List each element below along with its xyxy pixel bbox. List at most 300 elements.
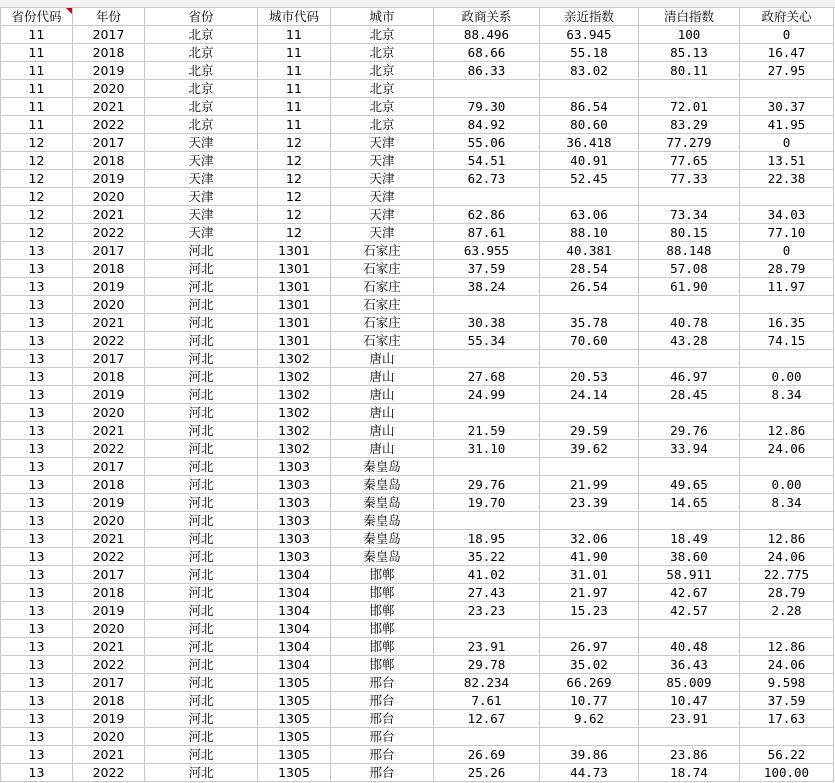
cell-gov-concern[interactable]: 12.86 — [740, 530, 834, 548]
cell-closeness-index[interactable]: 52.45 — [540, 170, 639, 188]
cell-province[interactable]: 河北 — [145, 368, 258, 386]
cell-province[interactable]: 天津 — [145, 206, 258, 224]
cell-province[interactable]: 河北 — [145, 584, 258, 602]
cell-closeness-index[interactable]: 40.91 — [540, 152, 639, 170]
cell-province[interactable]: 河北 — [145, 296, 258, 314]
cell-gov-business-relation[interactable]: 23.23 — [434, 602, 540, 620]
cell-closeness-index[interactable]: 21.97 — [540, 584, 639, 602]
cell-closeness-index[interactable] — [540, 512, 639, 530]
cell-city-code[interactable]: 1305 — [258, 674, 331, 692]
cell-gov-concern[interactable] — [740, 458, 834, 476]
cell-integrity-index[interactable] — [639, 458, 740, 476]
cell-province[interactable]: 河北 — [145, 602, 258, 620]
cell-closeness-index[interactable]: 28.54 — [540, 260, 639, 278]
cell-year[interactable]: 2020 — [73, 728, 145, 746]
cell-year[interactable]: 2021 — [73, 314, 145, 332]
cell-city[interactable]: 秦皇岛 — [331, 530, 434, 548]
cell-city[interactable]: 唐山 — [331, 440, 434, 458]
cell-province[interactable]: 北京 — [145, 44, 258, 62]
cell-city[interactable]: 唐山 — [331, 404, 434, 422]
cell-integrity-index[interactable]: 73.34 — [639, 206, 740, 224]
cell-province-code[interactable]: 13 — [1, 638, 73, 656]
cell-gov-business-relation[interactable] — [434, 458, 540, 476]
cell-province-code[interactable]: 11 — [1, 44, 73, 62]
cell-gov-business-relation[interactable]: 41.02 — [434, 566, 540, 584]
cell-province-code[interactable]: 11 — [1, 62, 73, 80]
cell-closeness-index[interactable]: 40.381 — [540, 242, 639, 260]
cell-city-code[interactable]: 1302 — [258, 422, 331, 440]
cell-province[interactable]: 河北 — [145, 476, 258, 494]
cell-closeness-index[interactable]: 70.60 — [540, 332, 639, 350]
cell-gov-concern[interactable]: 100.00 — [740, 764, 834, 782]
header-cell-gov-concern[interactable]: 政府关心 — [740, 8, 834, 26]
cell-integrity-index[interactable] — [639, 728, 740, 746]
cell-integrity-index[interactable]: 61.90 — [639, 278, 740, 296]
cell-year[interactable]: 2019 — [73, 62, 145, 80]
cell-closeness-index[interactable]: 15.23 — [540, 602, 639, 620]
cell-province-code[interactable]: 11 — [1, 80, 73, 98]
cell-city-code[interactable]: 1302 — [258, 386, 331, 404]
cell-province-code[interactable]: 12 — [1, 170, 73, 188]
cell-city-code[interactable]: 1304 — [258, 638, 331, 656]
cell-gov-business-relation[interactable] — [434, 350, 540, 368]
cell-gov-business-relation[interactable]: 30.38 — [434, 314, 540, 332]
cell-province-code[interactable]: 13 — [1, 656, 73, 674]
cell-city-code[interactable]: 11 — [258, 116, 331, 134]
cell-gov-business-relation[interactable] — [434, 80, 540, 98]
cell-city[interactable]: 北京 — [331, 98, 434, 116]
cell-closeness-index[interactable]: 23.39 — [540, 494, 639, 512]
cell-gov-concern[interactable]: 30.37 — [740, 98, 834, 116]
cell-gov-business-relation[interactable]: 79.30 — [434, 98, 540, 116]
cell-province[interactable]: 河北 — [145, 242, 258, 260]
cell-city[interactable]: 天津 — [331, 152, 434, 170]
cell-gov-concern[interactable]: 27.95 — [740, 62, 834, 80]
cell-city[interactable]: 邢台 — [331, 710, 434, 728]
cell-city-code[interactable]: 1303 — [258, 548, 331, 566]
cell-gov-business-relation[interactable] — [434, 512, 540, 530]
cell-integrity-index[interactable]: 85.13 — [639, 44, 740, 62]
cell-city[interactable]: 邯郸 — [331, 620, 434, 638]
cell-city-code[interactable]: 1305 — [258, 692, 331, 710]
cell-province-code[interactable]: 13 — [1, 476, 73, 494]
cell-gov-concern[interactable]: 0.00 — [740, 476, 834, 494]
cell-integrity-index[interactable]: 42.67 — [639, 584, 740, 602]
cell-gov-business-relation[interactable]: 38.24 — [434, 278, 540, 296]
cell-year[interactable]: 2022 — [73, 764, 145, 782]
cell-closeness-index[interactable]: 63.06 — [540, 206, 639, 224]
cell-city-code[interactable]: 12 — [258, 152, 331, 170]
comment-marker-icon[interactable] — [66, 8, 72, 14]
cell-gov-concern[interactable] — [740, 188, 834, 206]
cell-province-code[interactable]: 11 — [1, 116, 73, 134]
cell-closeness-index[interactable]: 29.59 — [540, 422, 639, 440]
cell-city[interactable]: 天津 — [331, 170, 434, 188]
cell-closeness-index[interactable]: 35.02 — [540, 656, 639, 674]
cell-province-code[interactable]: 13 — [1, 260, 73, 278]
cell-city[interactable]: 石家庄 — [331, 314, 434, 332]
cell-city-code[interactable]: 1303 — [258, 512, 331, 530]
cell-year[interactable]: 2021 — [73, 638, 145, 656]
cell-city-code[interactable]: 1304 — [258, 620, 331, 638]
cell-province[interactable]: 河北 — [145, 728, 258, 746]
cell-gov-concern[interactable]: 28.79 — [740, 260, 834, 278]
cell-year[interactable]: 2020 — [73, 188, 145, 206]
cell-city[interactable]: 石家庄 — [331, 296, 434, 314]
cell-city[interactable]: 天津 — [331, 206, 434, 224]
cell-city-code[interactable]: 11 — [258, 98, 331, 116]
cell-gov-concern[interactable]: 12.86 — [740, 422, 834, 440]
cell-year[interactable]: 2018 — [73, 260, 145, 278]
cell-closeness-index[interactable]: 39.86 — [540, 746, 639, 764]
cell-integrity-index[interactable]: 83.29 — [639, 116, 740, 134]
cell-gov-business-relation[interactable]: 87.61 — [434, 224, 540, 242]
cell-gov-business-relation[interactable]: 29.76 — [434, 476, 540, 494]
cell-closeness-index[interactable]: 35.78 — [540, 314, 639, 332]
cell-year[interactable]: 2020 — [73, 80, 145, 98]
cell-province-code[interactable]: 13 — [1, 692, 73, 710]
cell-gov-concern[interactable]: 0 — [740, 134, 834, 152]
cell-gov-business-relation[interactable]: 62.86 — [434, 206, 540, 224]
cell-city-code[interactable]: 1302 — [258, 368, 331, 386]
cell-gov-business-relation[interactable]: 26.69 — [434, 746, 540, 764]
header-cell-city-code[interactable]: 城市代码 — [258, 8, 331, 26]
cell-gov-business-relation[interactable] — [434, 728, 540, 746]
cell-province[interactable]: 河北 — [145, 458, 258, 476]
cell-city[interactable]: 秦皇岛 — [331, 476, 434, 494]
cell-province[interactable]: 天津 — [145, 134, 258, 152]
cell-gov-business-relation[interactable]: 18.95 — [434, 530, 540, 548]
cell-integrity-index[interactable] — [639, 296, 740, 314]
cell-closeness-index[interactable]: 36.418 — [540, 134, 639, 152]
cell-province-code[interactable]: 13 — [1, 314, 73, 332]
cell-year[interactable]: 2020 — [73, 404, 145, 422]
cell-closeness-index[interactable]: 55.18 — [540, 44, 639, 62]
cell-province-code[interactable]: 13 — [1, 674, 73, 692]
cell-city[interactable]: 邯郸 — [331, 566, 434, 584]
cell-city[interactable]: 邯郸 — [331, 602, 434, 620]
cell-integrity-index[interactable] — [639, 80, 740, 98]
cell-province-code[interactable]: 13 — [1, 440, 73, 458]
cell-province-code[interactable]: 13 — [1, 710, 73, 728]
cell-integrity-index[interactable]: 88.148 — [639, 242, 740, 260]
cell-year[interactable]: 2018 — [73, 692, 145, 710]
cell-province-code[interactable]: 13 — [1, 584, 73, 602]
cell-closeness-index[interactable] — [540, 404, 639, 422]
cell-integrity-index[interactable]: 80.15 — [639, 224, 740, 242]
cell-gov-business-relation[interactable] — [434, 404, 540, 422]
cell-gov-concern[interactable]: 77.10 — [740, 224, 834, 242]
cell-gov-concern[interactable] — [740, 80, 834, 98]
cell-integrity-index[interactable]: 77.65 — [639, 152, 740, 170]
cell-closeness-index[interactable]: 32.06 — [540, 530, 639, 548]
cell-year[interactable]: 2020 — [73, 512, 145, 530]
cell-gov-concern[interactable]: 24.06 — [740, 548, 834, 566]
cell-province[interactable]: 天津 — [145, 152, 258, 170]
cell-province-code[interactable]: 13 — [1, 368, 73, 386]
cell-year[interactable]: 2021 — [73, 422, 145, 440]
cell-year[interactable]: 2019 — [73, 710, 145, 728]
cell-province[interactable]: 北京 — [145, 98, 258, 116]
cell-gov-concern[interactable]: 9.598 — [740, 674, 834, 692]
cell-integrity-index[interactable]: 85.009 — [639, 674, 740, 692]
cell-province-code[interactable]: 11 — [1, 26, 73, 44]
cell-integrity-index[interactable]: 57.08 — [639, 260, 740, 278]
cell-province-code[interactable]: 13 — [1, 602, 73, 620]
cell-province-code[interactable]: 12 — [1, 224, 73, 242]
cell-integrity-index[interactable]: 100 — [639, 26, 740, 44]
cell-province[interactable]: 河北 — [145, 764, 258, 782]
cell-province[interactable]: 河北 — [145, 566, 258, 584]
cell-city-code[interactable]: 1303 — [258, 458, 331, 476]
cell-gov-business-relation[interactable]: 19.70 — [434, 494, 540, 512]
cell-city[interactable]: 石家庄 — [331, 332, 434, 350]
cell-closeness-index[interactable]: 9.62 — [540, 710, 639, 728]
cell-province[interactable]: 河北 — [145, 314, 258, 332]
cell-integrity-index[interactable]: 46.97 — [639, 368, 740, 386]
cell-province[interactable]: 河北 — [145, 746, 258, 764]
cell-gov-business-relation[interactable]: 24.99 — [434, 386, 540, 404]
cell-city[interactable]: 北京 — [331, 80, 434, 98]
cell-gov-business-relation[interactable]: 54.51 — [434, 152, 540, 170]
cell-year[interactable]: 2020 — [73, 620, 145, 638]
cell-year[interactable]: 2018 — [73, 152, 145, 170]
cell-city[interactable]: 唐山 — [331, 368, 434, 386]
cell-integrity-index[interactable] — [639, 512, 740, 530]
cell-year[interactable]: 2019 — [73, 170, 145, 188]
cell-city[interactable]: 秦皇岛 — [331, 548, 434, 566]
cell-integrity-index[interactable]: 38.60 — [639, 548, 740, 566]
cell-year[interactable]: 2021 — [73, 206, 145, 224]
header-cell-integrity-index[interactable]: 清白指数 — [639, 8, 740, 26]
cell-province[interactable]: 河北 — [145, 440, 258, 458]
cell-closeness-index[interactable] — [540, 80, 639, 98]
cell-year[interactable]: 2022 — [73, 116, 145, 134]
cell-province-code[interactable]: 13 — [1, 458, 73, 476]
cell-closeness-index[interactable]: 31.01 — [540, 566, 639, 584]
cell-city-code[interactable]: 1302 — [258, 350, 331, 368]
cell-gov-business-relation[interactable]: 7.61 — [434, 692, 540, 710]
cell-closeness-index[interactable] — [540, 728, 639, 746]
cell-city-code[interactable]: 1305 — [258, 746, 331, 764]
cell-closeness-index[interactable] — [540, 296, 639, 314]
cell-closeness-index[interactable]: 83.02 — [540, 62, 639, 80]
cell-province-code[interactable]: 13 — [1, 404, 73, 422]
cell-city[interactable]: 秦皇岛 — [331, 512, 434, 530]
cell-year[interactable]: 2021 — [73, 98, 145, 116]
cell-gov-concern[interactable]: 34.03 — [740, 206, 834, 224]
cell-city-code[interactable]: 11 — [258, 26, 331, 44]
cell-integrity-index[interactable]: 18.74 — [639, 764, 740, 782]
cell-city[interactable]: 天津 — [331, 188, 434, 206]
cell-gov-business-relation[interactable]: 68.66 — [434, 44, 540, 62]
cell-year[interactable]: 2022 — [73, 656, 145, 674]
cell-closeness-index[interactable]: 88.10 — [540, 224, 639, 242]
cell-closeness-index[interactable] — [540, 350, 639, 368]
cell-closeness-index[interactable]: 10.77 — [540, 692, 639, 710]
cell-integrity-index[interactable]: 49.65 — [639, 476, 740, 494]
cell-city-code[interactable]: 1305 — [258, 764, 331, 782]
cell-year[interactable]: 2017 — [73, 674, 145, 692]
cell-city-code[interactable]: 1304 — [258, 584, 331, 602]
cell-gov-concern[interactable]: 41.95 — [740, 116, 834, 134]
cell-integrity-index[interactable]: 40.48 — [639, 638, 740, 656]
cell-gov-business-relation[interactable]: 12.67 — [434, 710, 540, 728]
cell-province-code[interactable]: 13 — [1, 494, 73, 512]
cell-province-code[interactable]: 12 — [1, 188, 73, 206]
cell-city[interactable]: 北京 — [331, 116, 434, 134]
cell-gov-business-relation[interactable]: 31.10 — [434, 440, 540, 458]
cell-closeness-index[interactable]: 80.60 — [540, 116, 639, 134]
cell-province[interactable]: 河北 — [145, 260, 258, 278]
cell-city-code[interactable]: 1304 — [258, 602, 331, 620]
cell-city[interactable]: 北京 — [331, 26, 434, 44]
cell-integrity-index[interactable] — [639, 620, 740, 638]
cell-gov-business-relation[interactable]: 84.92 — [434, 116, 540, 134]
cell-closeness-index[interactable]: 20.53 — [540, 368, 639, 386]
cell-province[interactable]: 河北 — [145, 530, 258, 548]
cell-year[interactable]: 2019 — [73, 602, 145, 620]
cell-province-code[interactable]: 13 — [1, 332, 73, 350]
cell-province[interactable]: 北京 — [145, 80, 258, 98]
cell-gov-concern[interactable]: 0 — [740, 242, 834, 260]
cell-integrity-index[interactable]: 23.86 — [639, 746, 740, 764]
cell-closeness-index[interactable] — [540, 188, 639, 206]
cell-city[interactable]: 石家庄 — [331, 242, 434, 260]
cell-city-code[interactable]: 1301 — [258, 242, 331, 260]
cell-province[interactable]: 河北 — [145, 278, 258, 296]
cell-integrity-index[interactable]: 42.57 — [639, 602, 740, 620]
cell-gov-concern[interactable] — [740, 296, 834, 314]
cell-gov-concern[interactable]: 0 — [740, 26, 834, 44]
cell-integrity-index[interactable]: 80.11 — [639, 62, 740, 80]
cell-closeness-index[interactable]: 44.73 — [540, 764, 639, 782]
cell-province[interactable]: 河北 — [145, 656, 258, 674]
cell-province-code[interactable]: 13 — [1, 422, 73, 440]
cell-city-code[interactable]: 1301 — [258, 260, 331, 278]
cell-gov-business-relation[interactable]: 88.496 — [434, 26, 540, 44]
cell-province-code[interactable]: 13 — [1, 764, 73, 782]
cell-province-code[interactable]: 13 — [1, 746, 73, 764]
cell-city-code[interactable]: 12 — [258, 188, 331, 206]
cell-city[interactable]: 天津 — [331, 134, 434, 152]
cell-city[interactable]: 邯郸 — [331, 656, 434, 674]
cell-integrity-index[interactable]: 72.01 — [639, 98, 740, 116]
cell-province-code[interactable]: 12 — [1, 206, 73, 224]
cell-city[interactable]: 唐山 — [331, 386, 434, 404]
cell-city-code[interactable]: 11 — [258, 80, 331, 98]
cell-province-code[interactable]: 13 — [1, 728, 73, 746]
cell-integrity-index[interactable] — [639, 404, 740, 422]
cell-year[interactable]: 2018 — [73, 476, 145, 494]
cell-city-code[interactable]: 11 — [258, 62, 331, 80]
cell-closeness-index[interactable]: 41.90 — [540, 548, 639, 566]
cell-city[interactable]: 邯郸 — [331, 584, 434, 602]
cell-province[interactable]: 河北 — [145, 710, 258, 728]
cell-city-code[interactable]: 1301 — [258, 314, 331, 332]
cell-closeness-index[interactable]: 26.54 — [540, 278, 639, 296]
cell-integrity-index[interactable]: 18.49 — [639, 530, 740, 548]
cell-year[interactable]: 2019 — [73, 386, 145, 404]
cell-year[interactable]: 2017 — [73, 458, 145, 476]
cell-province[interactable]: 天津 — [145, 188, 258, 206]
cell-province-code[interactable]: 12 — [1, 134, 73, 152]
cell-city[interactable]: 石家庄 — [331, 278, 434, 296]
cell-gov-business-relation[interactable]: 35.22 — [434, 548, 540, 566]
cell-closeness-index[interactable]: 39.62 — [540, 440, 639, 458]
cell-integrity-index[interactable]: 14.65 — [639, 494, 740, 512]
cell-gov-concern[interactable]: 22.775 — [740, 566, 834, 584]
cell-year[interactable]: 2021 — [73, 530, 145, 548]
cell-gov-business-relation[interactable]: 25.26 — [434, 764, 540, 782]
header-cell-gov-business-relation[interactable]: 政商关系 — [434, 8, 540, 26]
cell-city[interactable]: 北京 — [331, 44, 434, 62]
cell-province-code[interactable]: 13 — [1, 386, 73, 404]
cell-gov-business-relation[interactable]: 37.59 — [434, 260, 540, 278]
cell-province[interactable]: 河北 — [145, 332, 258, 350]
cell-city-code[interactable]: 1303 — [258, 494, 331, 512]
cell-gov-business-relation[interactable]: 63.955 — [434, 242, 540, 260]
cell-gov-business-relation[interactable]: 86.33 — [434, 62, 540, 80]
cell-city-code[interactable]: 12 — [258, 224, 331, 242]
cell-province-code[interactable]: 13 — [1, 548, 73, 566]
cell-gov-concern[interactable]: 37.59 — [740, 692, 834, 710]
cell-gov-concern[interactable]: 16.35 — [740, 314, 834, 332]
cell-gov-business-relation[interactable]: 55.34 — [434, 332, 540, 350]
cell-province[interactable]: 天津 — [145, 224, 258, 242]
cell-year[interactable]: 2018 — [73, 44, 145, 62]
cell-closeness-index[interactable]: 66.269 — [540, 674, 639, 692]
cell-city[interactable]: 秦皇岛 — [331, 458, 434, 476]
cell-gov-business-relation[interactable]: 62.73 — [434, 170, 540, 188]
cell-gov-concern[interactable]: 24.06 — [740, 440, 834, 458]
cell-city-code[interactable]: 11 — [258, 44, 331, 62]
cell-year[interactable]: 2017 — [73, 350, 145, 368]
cell-city-code[interactable]: 1304 — [258, 566, 331, 584]
cell-gov-business-relation[interactable] — [434, 620, 540, 638]
cell-gov-concern[interactable]: 13.51 — [740, 152, 834, 170]
cell-year[interactable]: 2017 — [73, 566, 145, 584]
cell-integrity-index[interactable]: 58.911 — [639, 566, 740, 584]
cell-integrity-index[interactable]: 10.47 — [639, 692, 740, 710]
cell-province-code[interactable]: 13 — [1, 566, 73, 584]
cell-gov-business-relation[interactable]: 21.59 — [434, 422, 540, 440]
cell-province[interactable]: 北京 — [145, 62, 258, 80]
cell-integrity-index[interactable]: 77.279 — [639, 134, 740, 152]
cell-province[interactable]: 河北 — [145, 638, 258, 656]
cell-gov-concern[interactable]: 24.06 — [740, 656, 834, 674]
cell-closeness-index[interactable]: 86.54 — [540, 98, 639, 116]
cell-closeness-index[interactable] — [540, 458, 639, 476]
cell-year[interactable]: 2019 — [73, 278, 145, 296]
header-cell-year[interactable]: 年份 — [73, 8, 145, 26]
cell-city[interactable]: 邢台 — [331, 764, 434, 782]
cell-province[interactable]: 河北 — [145, 620, 258, 638]
cell-province[interactable]: 天津 — [145, 170, 258, 188]
cell-gov-concern[interactable]: 22.38 — [740, 170, 834, 188]
cell-integrity-index[interactable]: 43.28 — [639, 332, 740, 350]
cell-closeness-index[interactable] — [540, 620, 639, 638]
cell-closeness-index[interactable]: 63.945 — [540, 26, 639, 44]
cell-gov-concern[interactable]: 8.34 — [740, 494, 834, 512]
cell-year[interactable]: 2020 — [73, 296, 145, 314]
cell-gov-concern[interactable]: 74.15 — [740, 332, 834, 350]
cell-province[interactable]: 北京 — [145, 26, 258, 44]
cell-gov-concern[interactable]: 11.97 — [740, 278, 834, 296]
cell-province-code[interactable]: 12 — [1, 152, 73, 170]
cell-city[interactable]: 北京 — [331, 62, 434, 80]
cell-city-code[interactable]: 1301 — [258, 278, 331, 296]
